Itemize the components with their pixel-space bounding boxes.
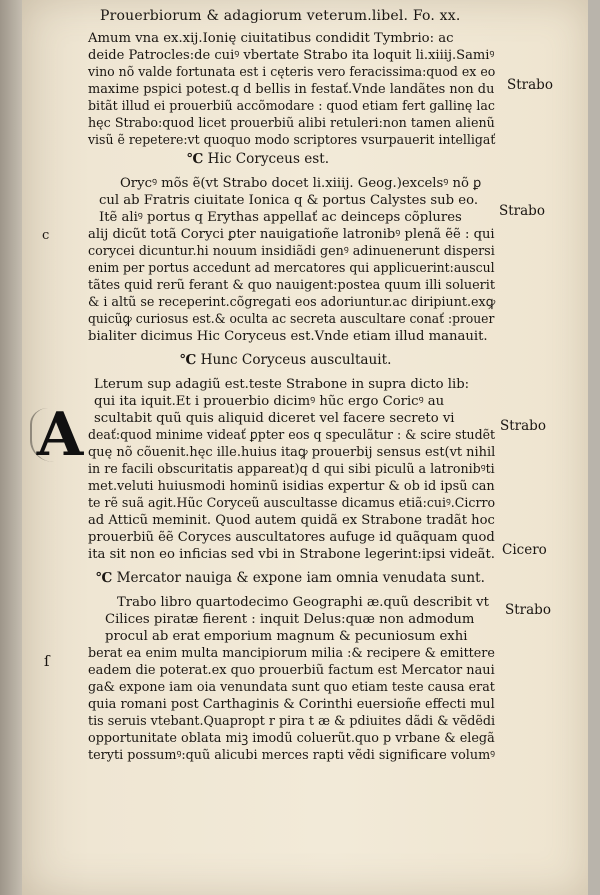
text-line: alij dicũt totã Coryci ꝑter nauigatioñe latronibꝰ plenã ẽẽ : qui bbox=[88, 227, 495, 242]
text-line: deať:quod minime videať ꝑpter eos q speculãtur : & scire studẽt bbox=[88, 428, 496, 443]
text-line: quicũꝙ curiosus est.& oculta ac secreta auscultare conať :prouer bbox=[88, 312, 495, 327]
margin-note-strabo: Strabo bbox=[507, 77, 553, 93]
running-header: Prouerbiorum & adagiorum veterum.libel. Fo. xx. bbox=[100, 8, 461, 24]
pilcrow-icon: ℃ bbox=[187, 151, 204, 167]
text-line: enim per portus accedunt ad mercatores qui applicuerint:auscul bbox=[88, 261, 495, 276]
text-line: vino nõ valde fortunata est i cęteris vero feracissima:quod ex eo bbox=[88, 65, 496, 80]
text-line: opportunitate oblata miꝫ imodũ coluerũt.quo p vrbane & elegã bbox=[88, 731, 495, 746]
text-line: corycei dicuntur.hi nouum insidiãdi genꝰ adinuenerunt dispersi bbox=[88, 244, 495, 259]
margin-note-cicero: Cicero bbox=[502, 542, 547, 558]
drop-cap: A bbox=[34, 410, 86, 460]
text-line: eadem die poterat.ex quo prouerbiũ factum est Mercator naui bbox=[88, 663, 495, 678]
text-line: hęc Strabo:quod licet prouerbiũ alibi retuleri:non tamen alienũ bbox=[88, 116, 495, 131]
text-line: te rẽ suã agit.Hũc Coryceũ auscultasse dicamus etiã:cuiꝰ.Cicrro bbox=[88, 496, 496, 511]
pilcrow-icon: ℃ bbox=[180, 352, 197, 368]
page-edge bbox=[0, 0, 22, 895]
text-line: met.veluti huiusmodi hominũ isidias expertur & ob id ipsũ can bbox=[88, 479, 495, 494]
text-line: scultabit quũ quis aliquid diceret vel facere secreto vi bbox=[94, 411, 455, 426]
text-line: prouerbiũ ẽẽ Coryces auscultatores aufuge id quãquam quod bbox=[88, 530, 495, 545]
text-line: tis seruis vtebant.Quapropt r pira t æ & pdiuites dãdi & vẽdẽdi bbox=[88, 714, 496, 729]
margin-note-strabo: Strabo bbox=[500, 418, 546, 434]
text-line: ita sit non eo inficias sed vbi in Strabone legerint:ipsi videãt. bbox=[88, 547, 495, 562]
text-line: quia romani post Carthaginis & Corinthi euersioñe effecti mul bbox=[88, 697, 495, 712]
subheading bbox=[187, 151, 329, 167]
text-line: Amum vna ex.xij.Ionię ciuitatibus condidit Tymbrio: ac bbox=[88, 31, 454, 46]
text-line: cul ab Fratris ciuitate Ionica q & portus Calystes sub eo. bbox=[99, 193, 479, 208]
text-line: in re facili obscuritatis appareat)q d qui sibi piculũ a latronibꝰti bbox=[88, 462, 495, 477]
text-line: ga& expone iam oia venundata sunt quo etiam teste causa erat bbox=[88, 680, 495, 695]
text-line: Lterum sup adagiũ est.teste Strabone in supra dicto lib: bbox=[94, 377, 470, 392]
text-line: Itẽ aliꝰ portus q Erythas appellať ac deinceps cõplures bbox=[99, 210, 462, 225]
text-line: tãtes quid rerũ ferant & quo nauigent:postea quum illi soluerit bbox=[88, 278, 496, 293]
subheading-text: Mercator nauiga & expone iam omnia venudata sunt. bbox=[116, 570, 485, 586]
text-line: procul ab erat emporium magnum & pecuniosum exhi bbox=[105, 629, 468, 644]
text-line: ad Atticũ meminit. Quod autem quidã ex Strabone tradãt hoc bbox=[88, 513, 495, 528]
text-line: teryti possumꝰ:quũ alicubi merces rapti vẽdi significare volumꝰ bbox=[88, 748, 496, 763]
text-line: Orycꝰ mõs ẽ(vt Strabo docet li.xiiij. Geog.)excelsꝰ nõ ꝑ bbox=[120, 176, 482, 191]
subheading-text: Hic Coryceus est. bbox=[207, 151, 330, 167]
text-line: Trabo libro quartodecimo Geographi æ.quũ describit vt bbox=[117, 595, 489, 610]
subheading bbox=[96, 570, 485, 586]
text-line: deide Patrocles:de cuiꝰ vbertate Strabo ita loquit li.xiiij.Samiꝰ bbox=[88, 48, 495, 63]
text-line: berat ea enim multa mancipiorum milia :& recipere & emittere bbox=[88, 646, 495, 661]
text-line: Cilices piratæ fierent : inquit Delus:quæ non admodum bbox=[105, 612, 475, 627]
text-line: bialiter dicimus Hic Coryceus est.Vnde etiam illud manauit. bbox=[88, 329, 488, 344]
pilcrow-icon: ℃ bbox=[96, 570, 113, 586]
signature-mark: ſ bbox=[44, 652, 50, 670]
subheading bbox=[180, 352, 391, 368]
text-line: bitãt illud ei prouerbiũ accõmodare : quod etiam fert gallinę lac bbox=[88, 99, 495, 114]
signature-mark: c bbox=[42, 228, 50, 243]
margin-note-strabo: Strabo bbox=[499, 203, 545, 219]
text-line: maxime pspici potest.q d bellis in festať.Vnde landãtes non du bbox=[88, 82, 495, 97]
margin-note-strabo: Strabo bbox=[505, 602, 551, 618]
text-line: qui ita iquit.Et i prouerbio dicimꝰ hũc ergo Coricꝰ au bbox=[94, 394, 445, 409]
text-line: quę nõ cõuenit.hęc ille.huius itaꝙ prouerbij sensus est(vt nihil bbox=[88, 445, 496, 460]
text-line: visũ ẽ repetere:vt quoquo modo scriptores vsurpauerit intelligať bbox=[88, 133, 496, 148]
text-line: & i altũ se receperint.cõgregati eos adoriuntur.ac diripiunt.exꝙ bbox=[88, 295, 496, 310]
subheading-text: Hunc Coryceus auscultauit. bbox=[200, 352, 392, 368]
